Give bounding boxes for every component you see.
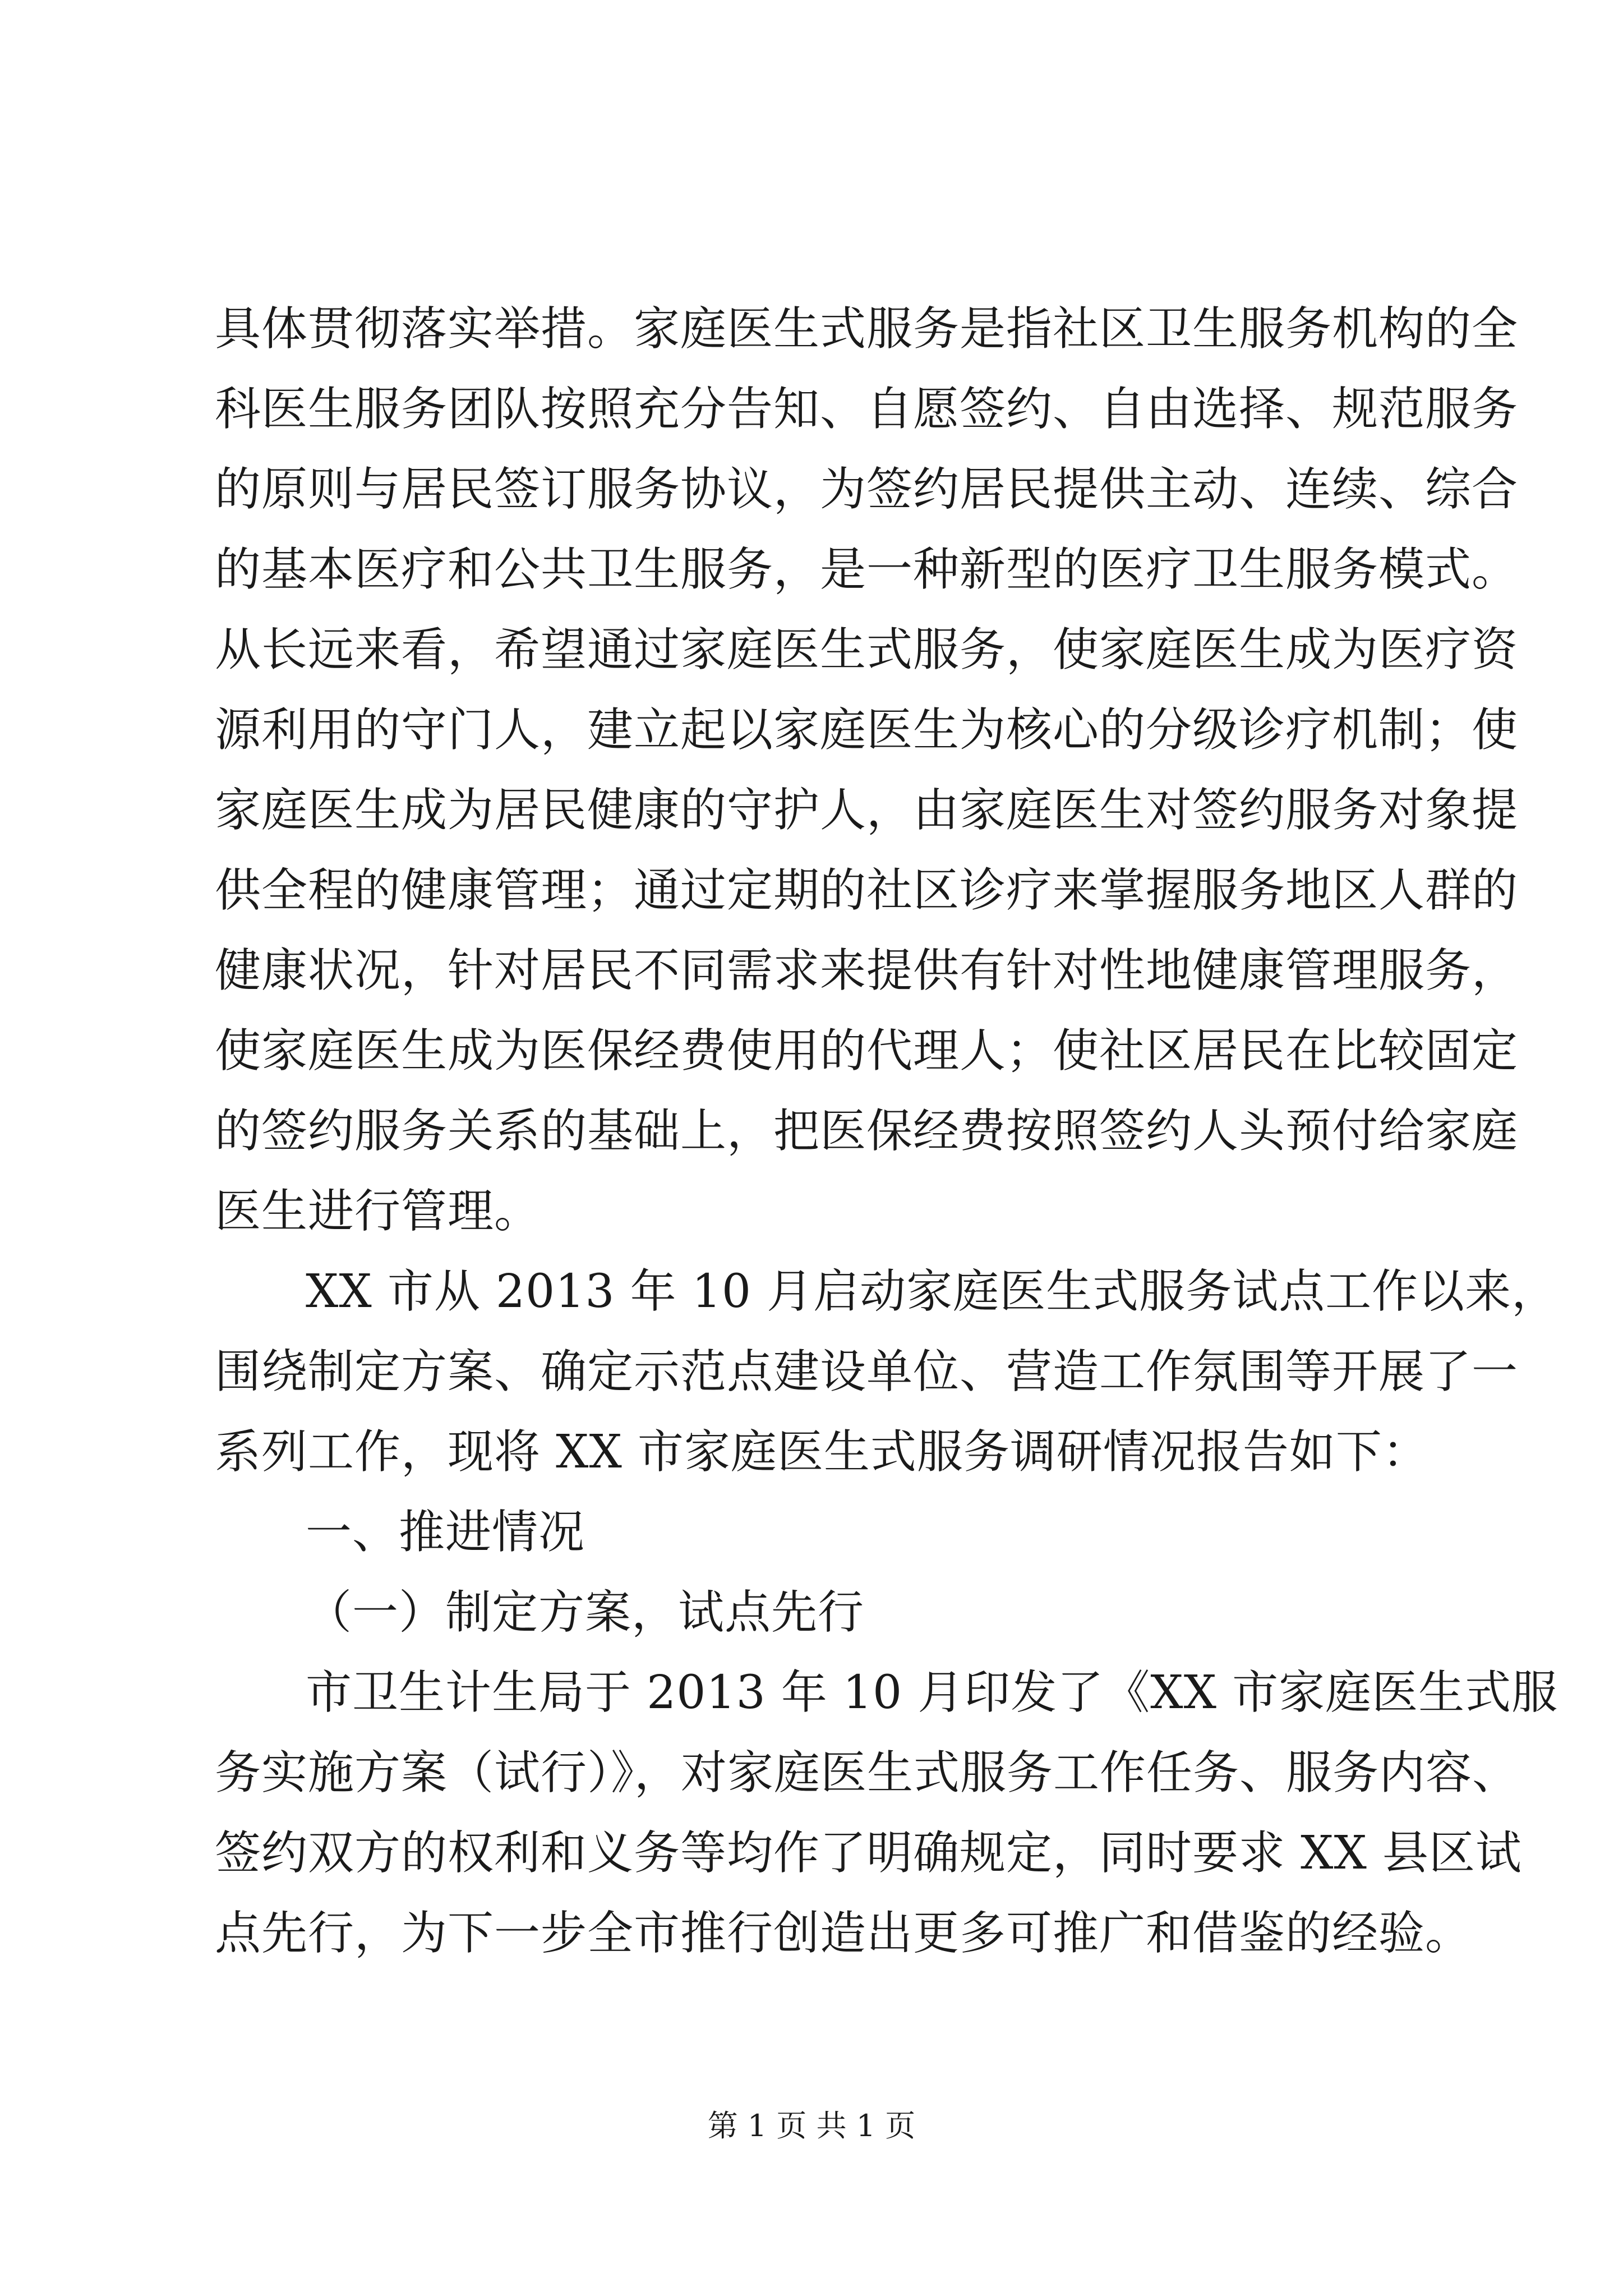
paragraph-line: 家庭医生成为居民健康的守护人，由家庭医生对签约服务对象提: [215, 784, 1519, 837]
paragraph-line: 科医生服务团队按照充分告知、自愿签约、自由选择、规范服务: [215, 383, 1519, 436]
paragraph-line: 的原则与居民签订服务协议，为签约居民提供主动、连续、综合: [215, 463, 1519, 516]
paragraph-line: 围绕制定方案、确定示范点建设单位、营造工作氛围等开展了一: [215, 1345, 1519, 1398]
paragraph-line: 源利用的守门人，建立起以家庭医生为核心的分级诊疗机制；使: [215, 703, 1519, 757]
page-footer: 第 1 页 共 1 页: [707, 2108, 916, 2143]
paragraph-line: 系列工作，现将 XX 市家庭医生式服务调研情况报告如下：: [215, 1425, 1429, 1479]
paragraph-line: 健康状况，针对居民不同需求来提供有针对性地健康管理服务，: [215, 944, 1519, 997]
paragraph-line: 从长远来看，希望通过家庭医生式服务，使家庭医生成为医疗资: [215, 623, 1519, 677]
paragraph-line: 的基本医疗和公共卫生服务，是一种新型的医疗卫生服务模式。: [215, 543, 1519, 596]
paragraph-line: 具体贯彻落实举措。家庭医生式服务是指社区卫生服务机构的全: [215, 302, 1519, 356]
paragraph-line: 签约双方的权利和义务等均作了明确规定，同时要求 XX 县区试: [215, 1826, 1522, 1880]
paragraph-line: 的签约服务关系的基础上，把医保经费按照签约人头预付给家庭: [215, 1105, 1519, 1158]
paragraph-line: 医生进行管理。: [215, 1185, 541, 1238]
paragraph-line: 供全程的健康管理；通过定期的社区诊疗来掌握服务地区人群的: [215, 864, 1519, 917]
paragraph-line: 市卫生计生局于 2013 年 10 月印发了《XX 市家庭医生式服: [306, 1666, 1559, 1719]
paragraph-line: 点先行，为下一步全市推行创造出更多可推广和借鉴的经验。: [215, 1907, 1472, 1960]
subsection-heading: （一）制定方案，试点先行: [306, 1586, 865, 1639]
section-heading: 一、推进情况: [306, 1506, 585, 1559]
paragraph-line: 务实施方案（试行）》，对家庭医生式服务工作任务、服务内容、: [215, 1746, 1519, 1800]
paragraph-line: 使家庭医生成为医保经费使用的代理人；使社区居民在比较固定: [215, 1024, 1519, 1078]
paragraph-line: XX 市从 2013 年 10 月启动家庭医生式服务试点工作以来，: [306, 1265, 1559, 1318]
